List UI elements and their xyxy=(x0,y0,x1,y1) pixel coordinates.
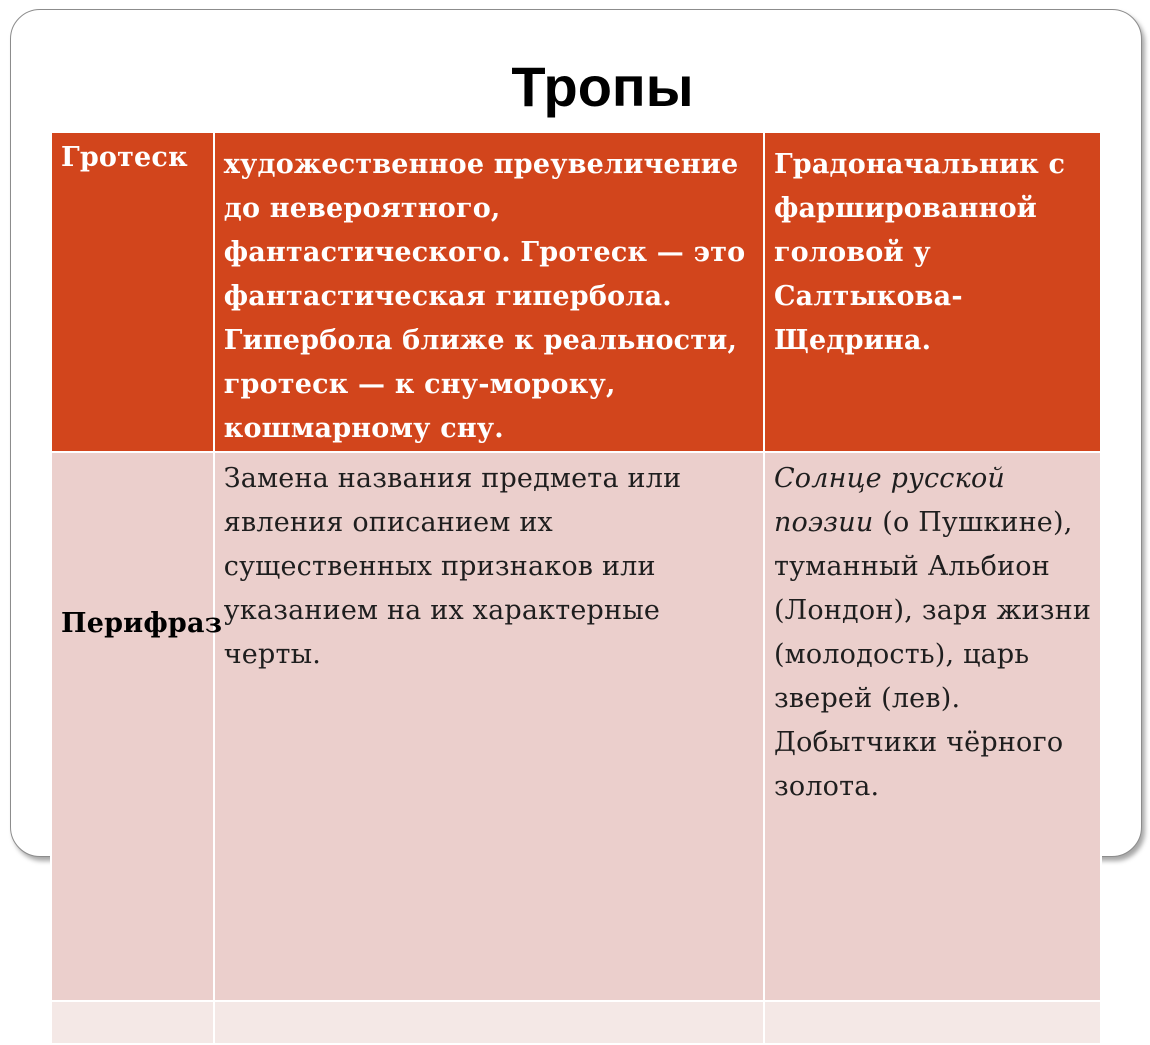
example-cell xyxy=(764,452,1101,1001)
table-row-grotesque xyxy=(51,132,1101,452)
empty-cell xyxy=(51,1001,214,1044)
definition-cell: художественное преувеличение до невероятного, фантастического. Гротеск — это фантастическая гипербола. Гипербола ближе к реальности, гротеск — к сну-мороку, кошмарному сну. xyxy=(214,132,764,452)
table-row-periphrasis xyxy=(51,452,1101,1001)
definition-cell: Замена названия предмета или явления описанием их существенных признаков или указанием на их характерные черты. xyxy=(214,452,764,1001)
example-italic-text: Солнце русской поэзии xyxy=(773,463,1005,538)
empty-cell xyxy=(764,1001,1101,1044)
table-row-empty xyxy=(51,1001,1101,1044)
term-cell: Перифраз xyxy=(51,452,214,1001)
term-cell: Гротеск xyxy=(51,132,214,452)
tropes-table xyxy=(50,131,1102,1045)
empty-cell xyxy=(214,1001,764,1044)
example-text: (о Пушкине), туманный Альбион (Лондон), заря жизни (молодость), царь зверей (лев). Добытчики чёрного золота. xyxy=(773,507,1092,802)
example-cell: Градоначальник с фаршированной головой у Салтыкова-Щедрина. xyxy=(764,132,1101,452)
slide-title: Тропы xyxy=(511,55,694,118)
